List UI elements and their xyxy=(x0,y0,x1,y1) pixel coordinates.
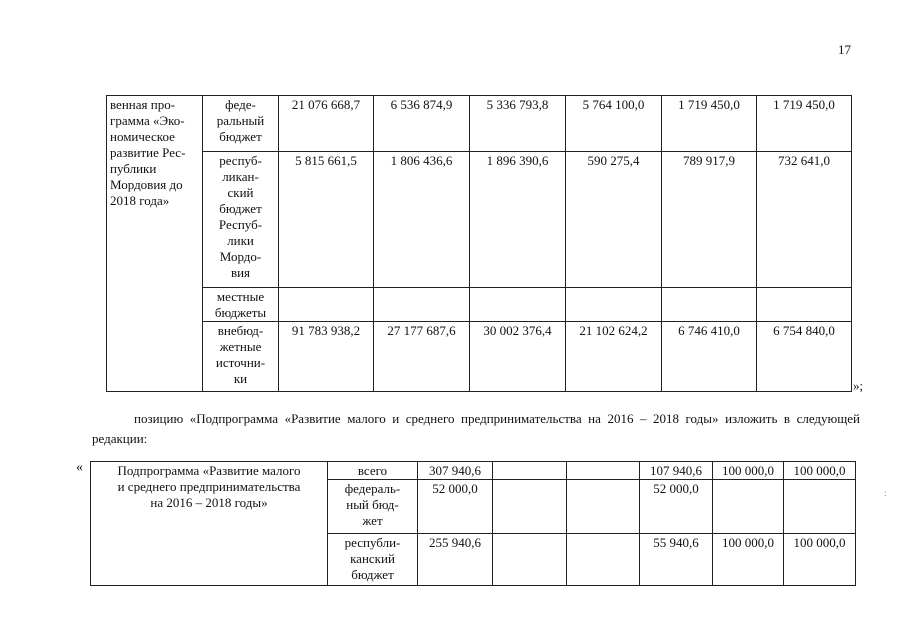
value-cell xyxy=(713,480,784,534)
amendment-paragraph: позицию «Подпрограмма «Развитие малого и среднего предпринимательства на 2016 – 2018 годы» изложить в следующей редакции: xyxy=(92,411,860,446)
value-cell xyxy=(567,480,640,534)
subprogram-name-cell: Подпрограмма «Развитие малого и среднего предпринимательства на 2016 – 2018 годы» xyxy=(91,462,328,586)
value-cell: 732 641,0 xyxy=(757,152,852,288)
value-cell: 1 806 436,6 xyxy=(374,152,470,288)
funding-source-cell: республи- канский бюджет xyxy=(328,534,418,586)
funding-source-cell: респуб- ликан- ский бюджет Респуб- лики Мордо- вия xyxy=(203,152,279,288)
funding-source-cell: федераль- ный бюд- жет xyxy=(328,480,418,534)
value-cell: 100 000,0 xyxy=(713,534,784,586)
value-cell xyxy=(567,462,640,480)
value-cell: 1 896 390,6 xyxy=(470,152,566,288)
value-cell: 52 000,0 xyxy=(418,480,493,534)
value-cell xyxy=(493,534,567,586)
value-cell xyxy=(493,480,567,534)
program-name-cell: венная про- грамма «Эко- номическое развитие Рес- публики Мордовия до 2018 года» xyxy=(107,96,203,392)
table-row xyxy=(107,288,852,322)
value-cell xyxy=(279,288,374,322)
table-row xyxy=(107,152,852,288)
subprogram-funding-table xyxy=(90,461,856,586)
value-cell: 1 719 450,0 xyxy=(757,96,852,152)
table-row xyxy=(107,96,852,152)
value-cell: 789 917,9 xyxy=(662,152,757,288)
value-cell: 100 000,0 xyxy=(784,534,856,586)
value-cell: 5 815 661,5 xyxy=(279,152,374,288)
value-cell xyxy=(757,288,852,322)
funding-source-cell: феде- ральный бюджет xyxy=(203,96,279,152)
page-number: 17 xyxy=(838,42,851,57)
value-cell: 107 940,6 xyxy=(640,462,713,480)
value-cell xyxy=(374,288,470,322)
value-cell: 91 783 938,2 xyxy=(279,322,374,392)
value-cell: 5 764 100,0 xyxy=(566,96,662,152)
table-row xyxy=(91,462,856,480)
margin-mark: : xyxy=(884,488,887,498)
value-cell: 100 000,0 xyxy=(713,462,784,480)
value-cell: 55 940,6 xyxy=(640,534,713,586)
value-cell: 21 076 668,7 xyxy=(279,96,374,152)
value-cell: 6 746 410,0 xyxy=(662,322,757,392)
program-funding-table xyxy=(106,95,852,392)
value-cell xyxy=(784,480,856,534)
value-cell: 30 002 376,4 xyxy=(470,322,566,392)
value-cell: 52 000,0 xyxy=(640,480,713,534)
value-cell: 5 336 793,8 xyxy=(470,96,566,152)
value-cell: 27 177 687,6 xyxy=(374,322,470,392)
funding-source-cell: всего xyxy=(328,462,418,480)
funding-source-cell: внебюд- жетные источни- ки xyxy=(203,322,279,392)
opening-quote: « xyxy=(76,460,83,475)
value-cell: 6 536 874,9 xyxy=(374,96,470,152)
closing-quote: »; xyxy=(853,378,864,393)
value-cell: 1 719 450,0 xyxy=(662,96,757,152)
value-cell xyxy=(470,288,566,322)
value-cell: 590 275,4 xyxy=(566,152,662,288)
value-cell: 307 940,6 xyxy=(418,462,493,480)
table-row xyxy=(107,322,852,392)
value-cell: 255 940,6 xyxy=(418,534,493,586)
value-cell xyxy=(566,288,662,322)
value-cell xyxy=(567,534,640,586)
value-cell: 100 000,0 xyxy=(784,462,856,480)
value-cell: 21 102 624,2 xyxy=(566,322,662,392)
value-cell: 6 754 840,0 xyxy=(757,322,852,392)
value-cell xyxy=(493,462,567,480)
funding-source-cell: местные бюджеты xyxy=(203,288,279,322)
value-cell xyxy=(662,288,757,322)
